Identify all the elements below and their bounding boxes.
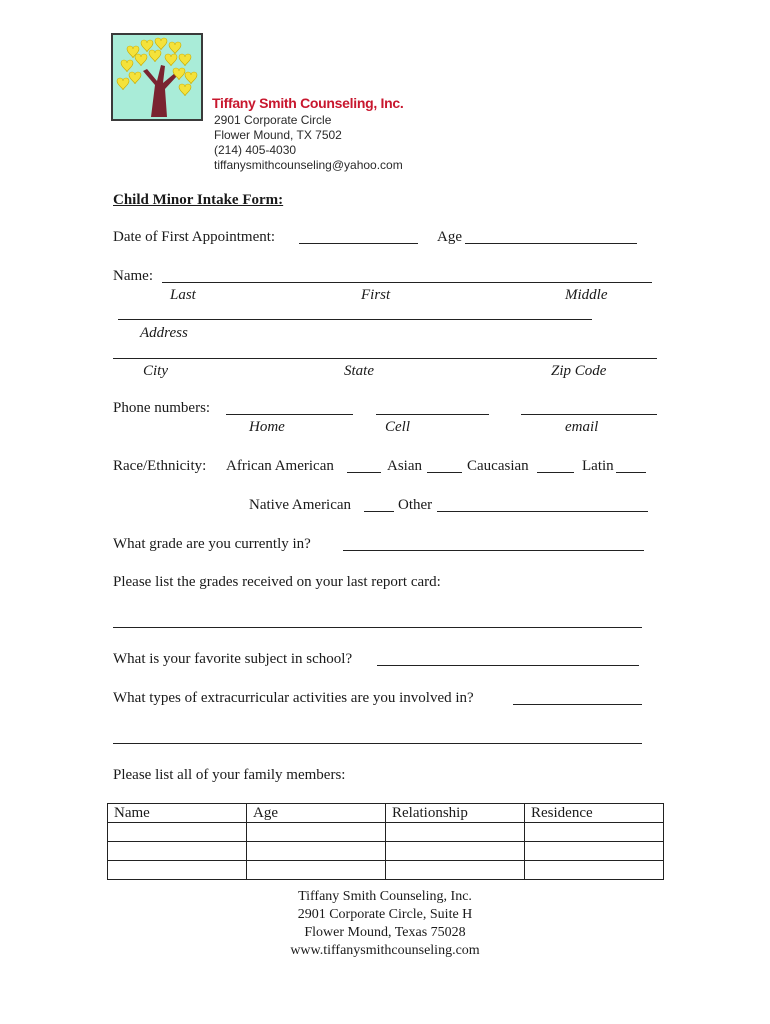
phone-home-field[interactable]: [226, 414, 353, 415]
name-first-caption: First: [361, 287, 391, 303]
company-logo: [111, 33, 203, 121]
race-asian-label: Asian: [387, 458, 422, 474]
company-city: Flower Mound, TX 7502: [214, 128, 342, 142]
phone-cell-field[interactable]: [376, 414, 489, 415]
email-field[interactable]: [521, 414, 657, 415]
footer-address: 2901 Corporate Circle, Suite H: [297, 907, 473, 922]
company-phone: (214) 405-4030: [214, 143, 297, 157]
address-field[interactable]: [118, 319, 592, 320]
table-cell[interactable]: [247, 861, 386, 880]
table-row: [108, 861, 664, 880]
city-caption: City: [143, 363, 168, 379]
race-asian-field[interactable]: [427, 472, 462, 473]
table-cell[interactable]: [108, 823, 247, 842]
table-row: [108, 842, 664, 861]
race-native-american-label: Native American: [249, 497, 352, 513]
phone-cell-caption: Cell: [385, 419, 410, 435]
race-caucasian-field[interactable]: [537, 472, 574, 473]
race-latin-label: Latin: [582, 458, 614, 474]
favorite-subject-question: What is your favorite subject in school?: [113, 651, 353, 667]
table-cell[interactable]: [108, 861, 247, 880]
race-african-american-label: African American: [226, 458, 334, 474]
email-caption: email: [565, 419, 599, 435]
table-cell[interactable]: [525, 861, 664, 880]
table-cell[interactable]: [247, 823, 386, 842]
zip-caption: Zip Code: [551, 363, 607, 379]
race-label: Race/Ethnicity:: [113, 458, 207, 474]
state-caption: State: [344, 363, 374, 379]
name-label: Name:: [113, 268, 153, 284]
age-label: Age: [437, 229, 462, 245]
table-cell[interactable]: [108, 842, 247, 861]
race-african-american-field[interactable]: [347, 472, 381, 473]
table-cell[interactable]: [386, 861, 525, 880]
footer-city: Flower Mound, Texas 75028: [304, 925, 466, 940]
race-latin-field[interactable]: [616, 472, 646, 473]
city-state-zip-field[interactable]: [113, 358, 657, 359]
address-caption: Address: [140, 325, 188, 341]
tree-heart-logo-icon: [113, 35, 201, 119]
table-cell[interactable]: [386, 823, 525, 842]
form-title: Child Minor Intake Form:: [113, 192, 284, 208]
table-cell[interactable]: [386, 842, 525, 861]
race-native-american-field[interactable]: [364, 511, 394, 512]
extracurricular-field-line-2[interactable]: [113, 743, 642, 744]
favorite-subject-field[interactable]: [377, 665, 639, 666]
family-members-table: [107, 803, 664, 880]
table-header-row: [108, 804, 664, 823]
table-cell[interactable]: [247, 842, 386, 861]
name-field[interactable]: [162, 282, 652, 283]
footer-website: www.tiffanysmithcounseling.com: [290, 943, 480, 958]
company-name: Tiffany Smith Counseling, Inc.: [212, 95, 404, 111]
table-header-relationship: Relationship: [386, 804, 525, 823]
name-last-caption: Last: [170, 287, 196, 303]
company-address: 2901 Corporate Circle: [214, 113, 332, 127]
footer-company-name: Tiffany Smith Counseling, Inc.: [298, 889, 472, 904]
name-middle-caption: Middle: [565, 287, 608, 303]
age-field[interactable]: [465, 243, 637, 244]
company-email: tiffanysmithcounseling@yahoo.com: [214, 158, 403, 172]
table-cell[interactable]: [525, 823, 664, 842]
table-row: [108, 823, 664, 842]
report-card-field[interactable]: [113, 627, 642, 628]
extracurricular-field[interactable]: [513, 704, 642, 705]
race-caucasian-label: Caucasian: [467, 458, 529, 474]
grade-question: What grade are you currently in?: [113, 536, 311, 552]
date-label: Date of First Appointment:: [113, 229, 276, 245]
phone-label: Phone numbers:: [113, 400, 211, 416]
race-other-label: Other: [398, 497, 433, 513]
table-header-residence: Residence: [525, 804, 664, 823]
report-card-question: Please list the grades received on your last report card:: [113, 574, 441, 590]
table-cell[interactable]: [525, 842, 664, 861]
grade-field[interactable]: [343, 550, 644, 551]
phone-home-caption: Home: [249, 419, 285, 435]
date-field[interactable]: [299, 243, 418, 244]
table-header-name: Name: [108, 804, 247, 823]
table-header-age: Age: [247, 804, 386, 823]
extracurricular-question: What types of extracurricular activities are you involved in?: [113, 690, 474, 706]
family-question: Please list all of your family members:: [113, 767, 346, 783]
race-other-field[interactable]: [437, 511, 648, 512]
